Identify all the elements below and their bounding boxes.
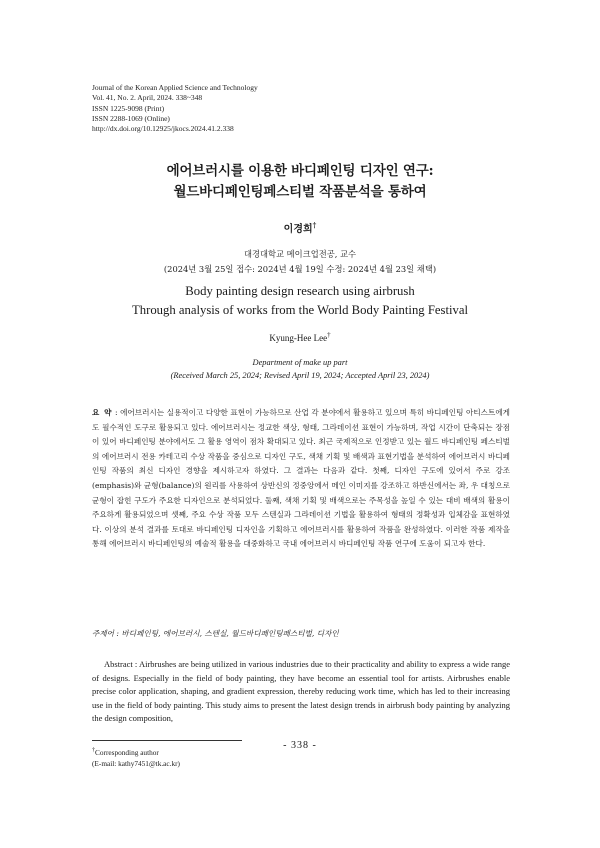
korean-abstract-text: : 에어브러시는 실용적이고 다양한 표현이 가능하므로 산업 각 분야에서 활용하고 있으며 특히 바디페인팅 아티스트에게도 필수적인 도구로 활용되고 있다. 에어브러시는 정교한 색상, 형태, 그라데이션 표현이 가능하며, 작업 시간이 단축되는 장점이 있어 바디페인팅 분야에서도 그 활용 영역이 점차 확대되고 있다. 최근 국제적으로 인정받고 있는 월드 바디페인팅 페스티벌의 에어브러시 전용 카테고리 수상 작품을 중심으로 디자인 구도, 색채 기획 및 배색과 표현기법을 분석하여 에어브러시 바디페인팅 작품의 최신 디자인 경향을 제시하고자 하였다. 그 결과는 다음과 같다. 첫째, 디자인 구도에 있어서 주로 강조(emphasis)와 균형(balance)의 원리를 사용하여 상반신의 정중앙에서 메인 이미지를 강조하고 하반신에서는 좌, 우 대칭으로 균형이 잡힌 구도가 주요한 디자인으로 분석되었다. 둘째, 색채 기획 및 배색으로는 주목성을 높일 수 있는 대비 배색의 활용이 주요하게 활용되었으며 셋째, 주요 수상 작품 모두 스텐실과 그라데이션 기법을 활용하여 형태의 정확성과 입체감을 표현하였다. 이상의 분석 결과를 토대로 바디페인팅 디자인을 기획하고 에어브러시를 활용하여 작품을 완성하였다. 이러한 작품 제작을 통해 에어브러시 바디페인팅의 예술적 활용을 대중화하고 국내 에어브러시 바디페인팅 작품 연구에 도움이 되고자 한다.: [92, 408, 510, 549]
korean-title-line-1: 에어브러시를 이용한 바디페인팅 디자인 연구:: [166, 163, 434, 179]
footnote-corresponding: Corresponding author: [95, 748, 159, 757]
journal-info: [92, 83, 258, 134]
page-number: - 338 -: [283, 740, 317, 751]
doi-link[interactable]: http://dx.doi.org/10.12925/jkocs.2024.41.2.338: [92, 124, 234, 134]
english-department: Department of make up part: [252, 358, 348, 367]
english-abstract-label: Abstract: [104, 659, 133, 669]
korean-keywords: 주제어 : 바디페인팅, 에어브러시, 스텐실, 월드바디페인팅페스티벌, 디자인: [92, 629, 339, 638]
english-title-line-1: Body painting design research using airbrush: [185, 284, 415, 298]
korean-abstract-label: 요 약: [92, 408, 113, 417]
english-title: [0, 282, 600, 320]
journal-name: Journal of the Korean Applied Science and Technology: [92, 83, 258, 92]
journal-volume: Vol. 41, No. 2. April, 2024. 338~348: [92, 93, 203, 103]
english-abstract-text: : Airbrushes are being utilized in various industries due to their practicality and ability to express a wide range of designs. Especially in the field of body painting, they have become an essential tool for artists. Airbrushes enable precise color application, shaping, and gradient expression, thereby reducing work time, which has led to their increasing use in the field of body painting. This study aims to present the latest design trends in airbrush body painting by analyzing the design composition,: [92, 659, 510, 724]
corresponding-mark: †: [312, 220, 317, 230]
korean-author-name: 이경희: [283, 224, 313, 235]
english-affiliation: [0, 357, 600, 382]
korean-department: 대경대학교 메이크업전공, 교수: [243, 249, 357, 259]
korean-abstract: [92, 406, 510, 552]
english-author-name: Kyung-Hee Lee: [269, 333, 328, 343]
corresponding-mark-en: †: [327, 331, 331, 339]
footnote-email: (E-mail: kathy7451@tk.ac.kr): [92, 759, 180, 768]
issn-online: ISSN 2288-1069 (Online): [92, 113, 170, 123]
korean-dates: (2024년 3월 25일 접수: 2024년 4월 19일 수정: 2024년 4월 23일 채택): [163, 263, 437, 274]
korean-affiliation: [0, 247, 600, 276]
english-dates: (Received March 25, 2024; Revised April 19, 2024; Accepted April 23, 2024): [170, 370, 430, 380]
english-title-line-2: Through analysis of works from the World Body Painting Festival: [132, 303, 468, 317]
english-author: [0, 331, 600, 343]
korean-title: [0, 161, 600, 203]
issn-print: ISSN 1225-9098 (Print): [92, 103, 165, 113]
korean-author: [0, 220, 600, 235]
korean-title-line-2: 월드바디페인팅페스티벌 작품분석을 통하여: [173, 184, 427, 200]
english-abstract: [92, 658, 510, 726]
footnote-mark: †: [92, 747, 95, 754]
